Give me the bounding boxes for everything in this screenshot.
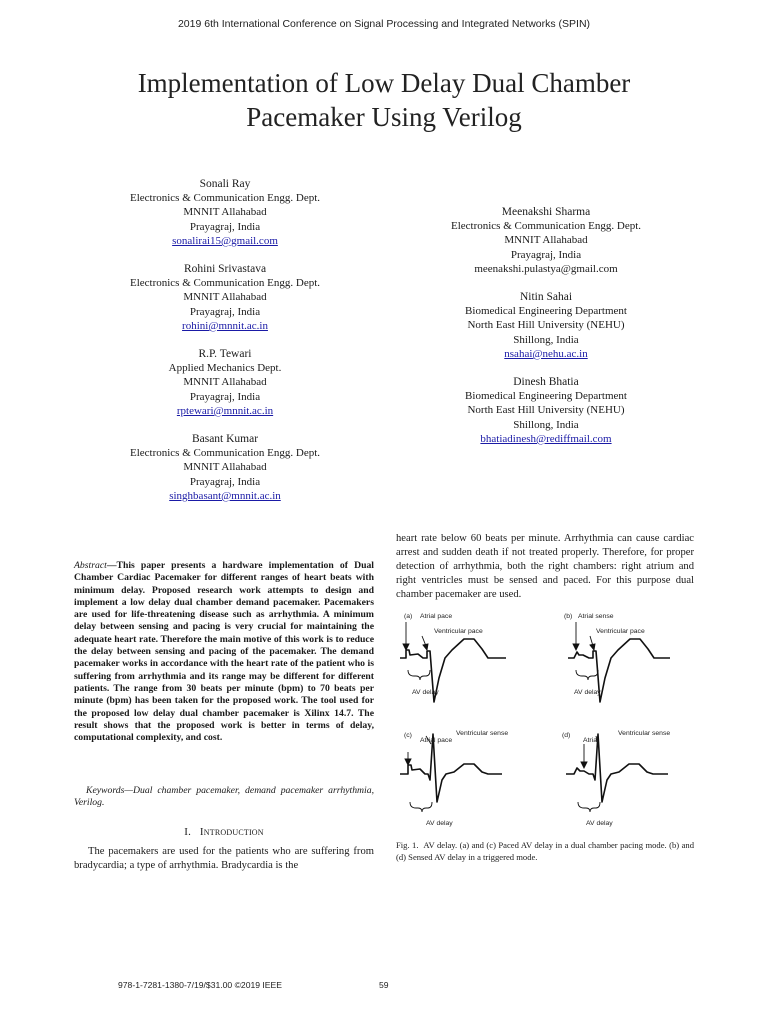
panel-a-mid-label: Ventricular pace	[434, 628, 483, 635]
author-name: Basant Kumar	[191, 433, 259, 446]
author-email-link[interactable]: rohini@mnnit.ac.in	[182, 319, 268, 332]
author-dept: Electronics & Communication Engg. Dept.	[450, 220, 642, 233]
abstract-label: Abstract	[74, 560, 107, 571]
panel-c-bottom-label: AV delay	[426, 820, 453, 827]
right-column-paragraph: heart rate below 60 beats per minute. Arrhythmia can cause cardiac arrest and sudden death if not treated properly. Therefore, for proper detection of arrhythmia, both the right chambers: right atrium and right ventricles must be sensed and paced. For this purpose dual chamber pacemaker are used.	[396, 533, 694, 600]
author-name: Sonali Ray	[199, 178, 251, 190]
author-email-link[interactable]: rptewari@mnnit.ac.in	[176, 404, 274, 417]
author-org: North East Hill University (NEHU)	[467, 319, 625, 332]
author-dept: Electronics & Communication Engg. Dept.	[129, 192, 321, 205]
author-email-link[interactable]: bhatiadinesh@rediffmail.com	[480, 432, 612, 445]
section-number: I.	[184, 826, 192, 838]
panel-d-mid-label: Ventricular sense	[618, 730, 671, 737]
panel-c-top-label: Atrial pace	[420, 737, 453, 744]
conference-header: 2019 6th International Conference on Signal Processing and Integrated Networks (SPIN)	[177, 18, 591, 30]
keywords-label: Keywords	[86, 785, 125, 796]
author-nitin-sahai	[396, 290, 696, 361]
keywords-text: Dual chamber pacemaker, demand pacemaker arrhythmia, Verilog.	[74, 785, 374, 809]
abstract-text: This paper presents a hardware implementation of Dual Chamber Cardiac Pacemaker for different ranges of heart beats with minimum delay. Proposed research work attempts to design and implement a low delay dual chamber demand pacemaker. Pacemakers are used for life-threatening disease such as arrhythmia. A minimum delay between sensing and pacing is very crucial for maintaining the adequate heart rate. Therefore the main motive of this work is to reduce the delay between sensing and pacing of the pacemaker. The demand pacemaker works in accordance with the heart rate of the patient who is suffering from arrhythmia and its range may be different for different patients. The range from 30 beats per minute (bpm) to 70 beats per minute (bpm) has been taken for the proposed work. The tool used for the proposed low delay dual chamber pacemaker is Xilinx 14.7. The result shows that the proposed work is better in terms of delay, computational complexity, and cost.	[74, 560, 374, 744]
author-location: Prayagraj, India	[510, 248, 582, 261]
panel-d-top-label: Atrial	[583, 737, 599, 744]
panel-d-bottom-label: AV delay	[586, 820, 613, 827]
page-number: 59	[379, 980, 389, 990]
author-org: MNNIT Allahabad	[183, 291, 267, 304]
title-line-2: Pacemaker Using Verilog	[246, 102, 522, 132]
author-email-link[interactable]: singhbasant@mnnit.ac.in	[169, 489, 281, 502]
author-name: R.P. Tewari	[198, 348, 252, 361]
author-dinesh-bhatia	[396, 375, 696, 446]
intro-paragraph: The pacemakers are used for the patients who are suffering from bradycardia; a type of arrhythmia. Bradycardia is the	[74, 846, 374, 871]
panel-b-tag: (b)	[564, 613, 573, 620]
ecg-trace-c	[400, 734, 502, 802]
panel-b-top-label: Atrial sense	[578, 613, 614, 620]
author-email-link[interactable]: nsahai@nehu.ac.in	[504, 347, 588, 360]
ecg-figure	[398, 606, 696, 834]
author-location: Shillong, India	[513, 418, 579, 431]
author-dept: Electronics & Communication Engg. Dept.	[129, 277, 321, 290]
author-block-right	[396, 205, 696, 446]
author-sonali-ray	[70, 177, 380, 248]
author-basant-kumar	[70, 432, 380, 503]
author-dept: Biomedical Engineering Department	[465, 305, 627, 318]
panel-c-mid-label: Ventricular sense	[456, 730, 509, 737]
panel-a-bottom-label: AV delay	[412, 689, 439, 696]
ecg-trace-d	[566, 734, 668, 802]
author-name: Rohini Srivastava	[183, 263, 267, 276]
author-org: MNNIT Allahabad	[183, 206, 267, 219]
author-name: Dinesh Bhatia	[513, 376, 579, 389]
panel-d-tag: (d)	[562, 732, 571, 739]
author-email-link[interactable]: sonalirai15@gmail.com	[172, 234, 278, 247]
author-rohini-srivastava	[70, 262, 380, 333]
section-heading	[74, 826, 374, 838]
author-name: Meenakshi Sharma	[501, 206, 591, 218]
author-org: MNNIT Allahabad	[504, 234, 588, 247]
caption-text: AV delay. (a) and (c) Paced AV delay in a dual chamber pacing mode. (b) and (d) Sensed AV delay in a triggered mode.	[396, 840, 694, 862]
panel-c-tag: (c)	[404, 732, 412, 739]
author-org: MNNIT Allahabad	[183, 376, 267, 389]
author-location: Prayagraj, India	[189, 220, 261, 233]
author-meenakshi-sharma	[396, 205, 696, 276]
author-dept: Electronics & Communication Engg. Dept.	[129, 447, 321, 460]
paper-title	[84, 66, 684, 134]
author-location: Shillong, India	[513, 333, 579, 346]
author-email: meenakshi.pulastya@gmail.com	[474, 262, 618, 275]
author-block-left	[70, 177, 380, 503]
author-location: Prayagraj, India	[189, 305, 261, 318]
author-org: MNNIT Allahabad	[183, 461, 267, 474]
author-dept: Biomedical Engineering Department	[465, 390, 627, 403]
panel-a-top-label: Atrial pace	[420, 613, 453, 620]
panel-b-mid-label: Ventricular pace	[596, 628, 645, 635]
author-org: North East Hill University (NEHU)	[467, 404, 625, 417]
figure-caption	[396, 840, 694, 863]
title-line-1: Implementation of Low Delay Dual Chamber	[137, 68, 631, 98]
keywords	[74, 785, 374, 810]
panel-b-bottom-label: AV delay	[574, 689, 601, 696]
author-dept: Applied Mechanics Dept.	[168, 362, 282, 375]
author-name: Nitin Sahai	[519, 291, 573, 304]
keywords-dash: —	[124, 785, 134, 796]
author-location: Prayagraj, India	[189, 475, 261, 488]
abstract-dash: —	[106, 560, 117, 571]
section-title: Introduction	[199, 826, 264, 838]
author-rp-tewari	[70, 347, 380, 418]
author-location: Prayagraj, India	[189, 390, 261, 403]
footer-isbn: 978-1-7281-1380-7/19/$31.00 ©2019 IEEE	[118, 980, 283, 990]
abstract	[74, 560, 374, 744]
panel-a-tag: (a)	[404, 613, 413, 620]
caption-label: Fig. 1.	[396, 840, 419, 850]
figure-1	[398, 606, 696, 834]
